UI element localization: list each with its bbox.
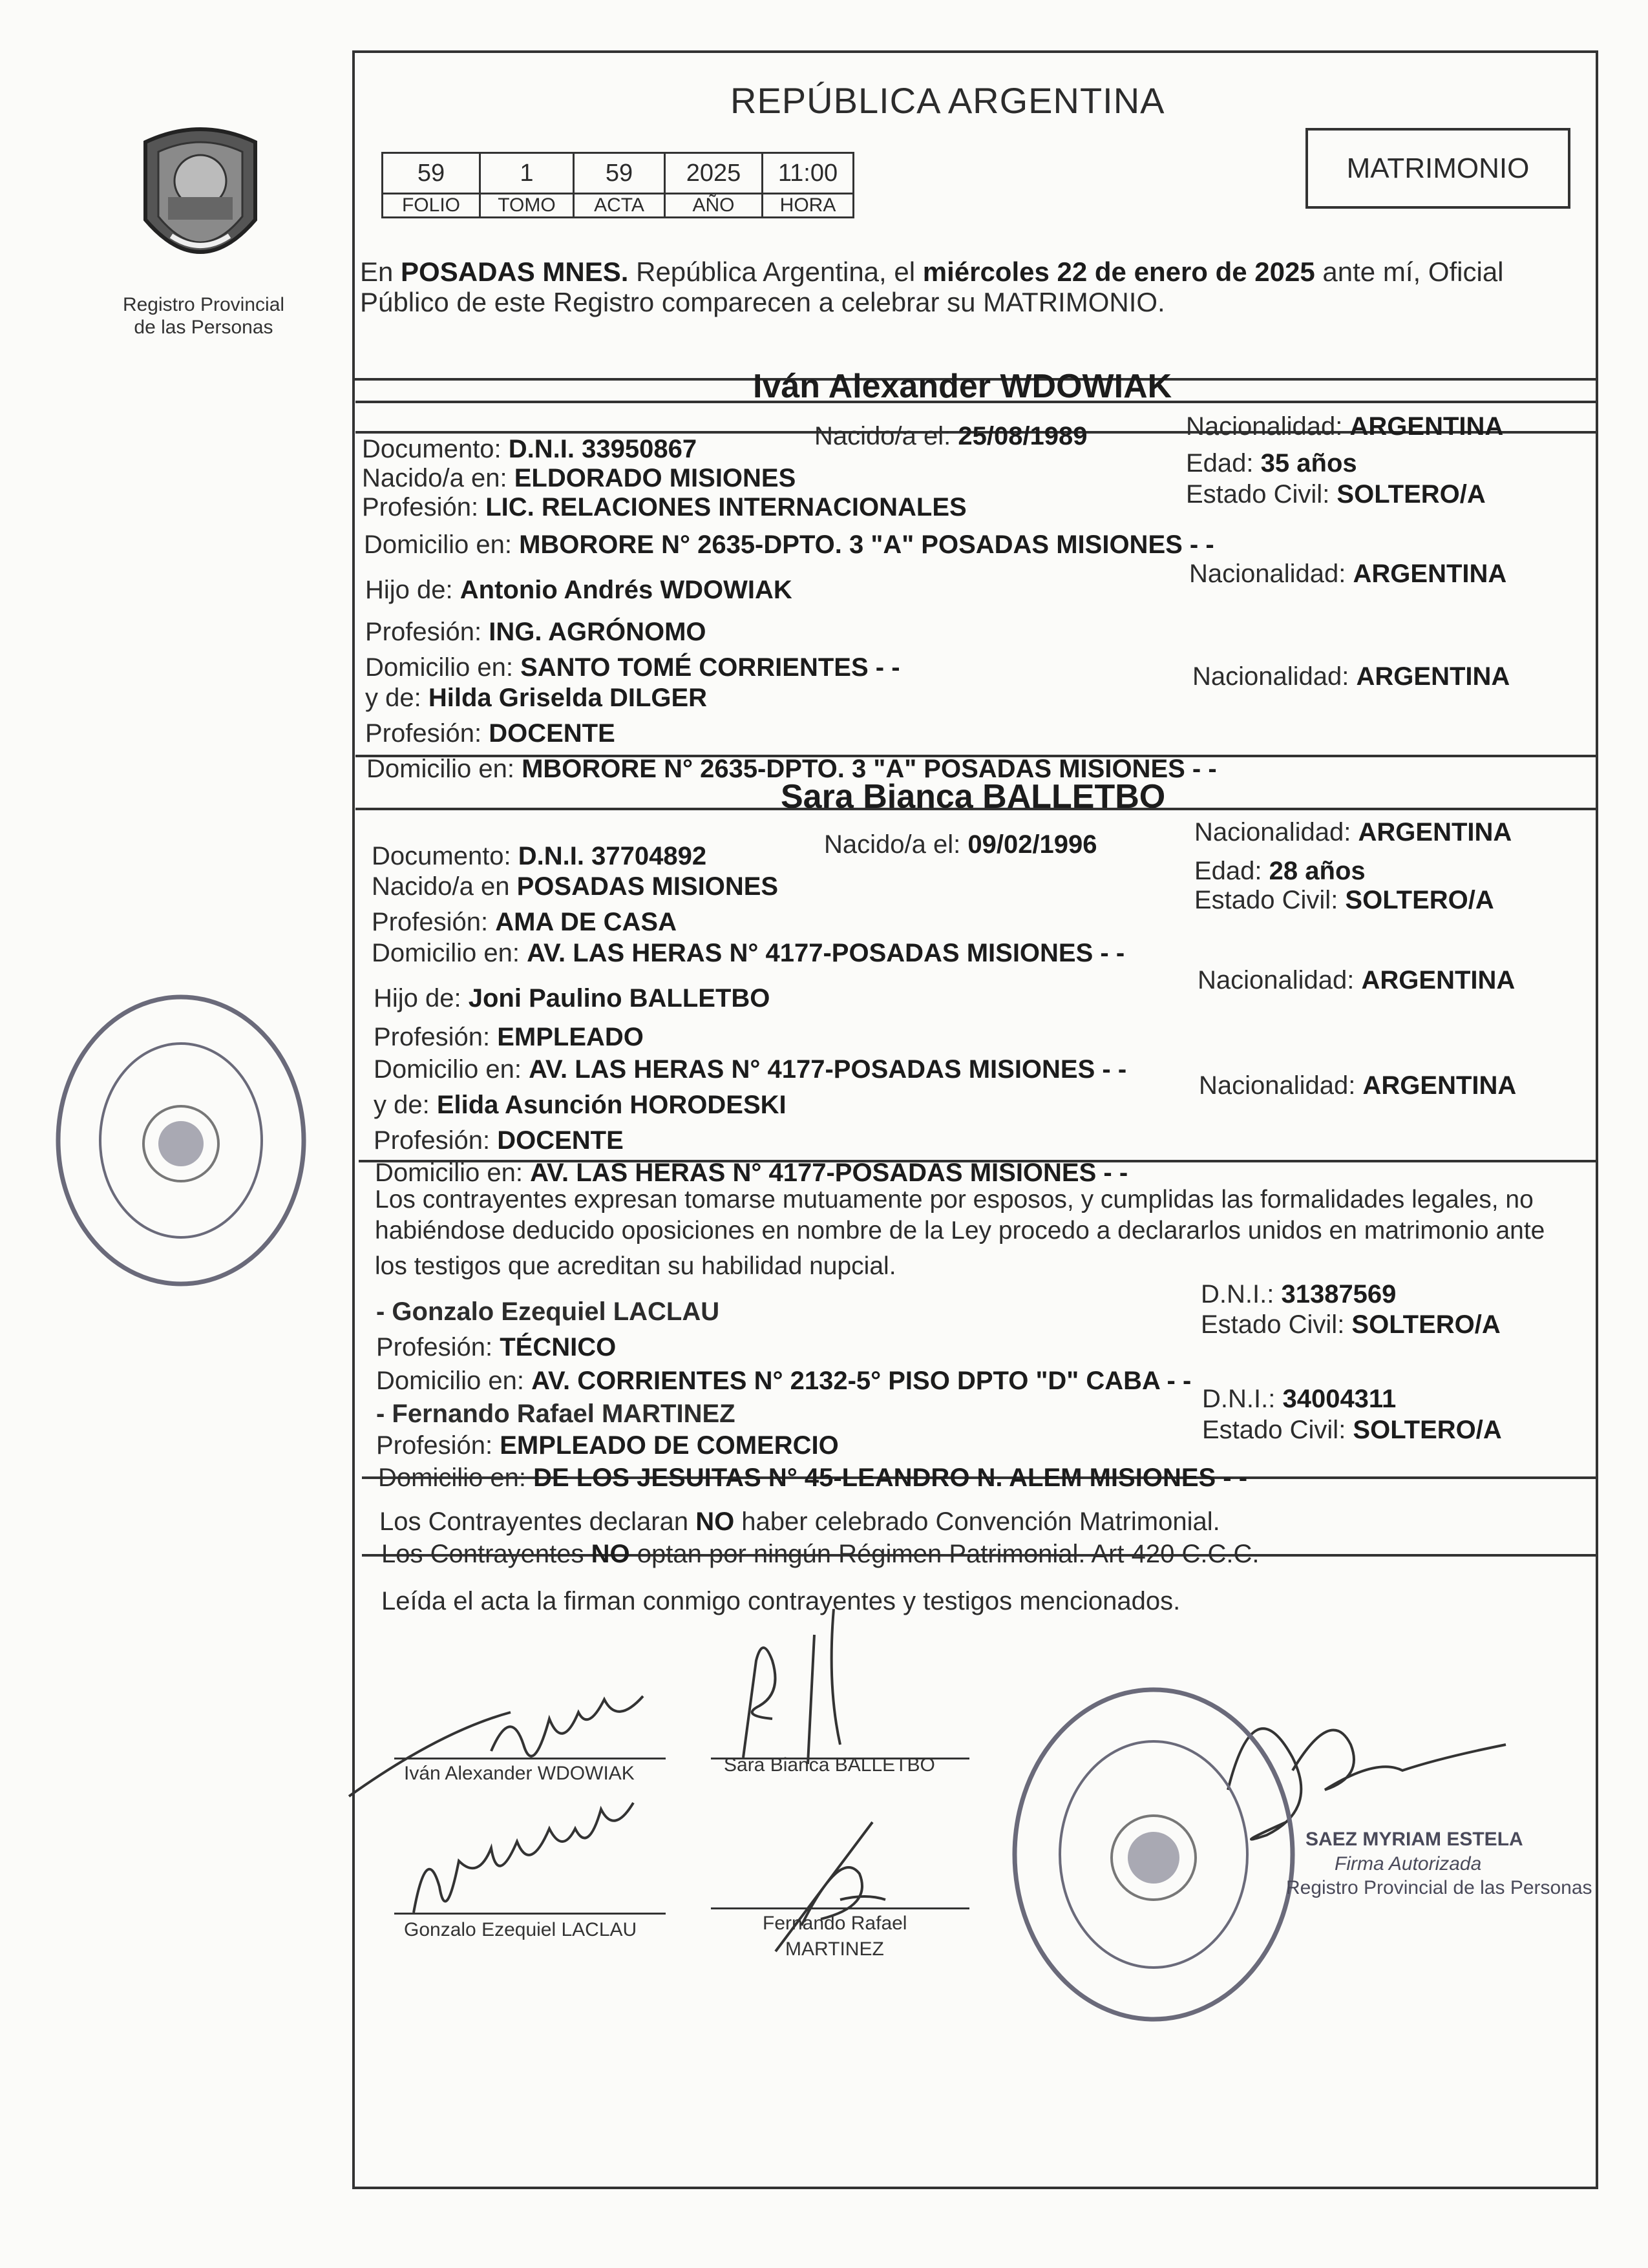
value: TÉCNICO	[500, 1333, 617, 1361]
declaration-line-3: los testigos que acreditan su habilidad nupcial.	[375, 1252, 896, 1280]
signature-witness1	[401, 1829, 646, 1926]
text: optan por ningún Régimen Patrimonial. Art 420 C.C.C.	[629, 1540, 1260, 1568]
signature-caption-witness1: Gonzalo Ezequiel LACLAU	[404, 1919, 637, 1940]
spouse2-mother-address	[375, 1160, 1128, 1186]
spouse2-document	[372, 843, 706, 869]
spouse2-father-profession	[374, 1024, 644, 1050]
witness1-dni	[1201, 1281, 1396, 1307]
label: Profesión:	[374, 1023, 498, 1051]
spouse2-address	[372, 940, 1125, 966]
witness2-address	[378, 1465, 1247, 1491]
acta-label: ACTA	[574, 194, 665, 218]
regime-statement	[381, 1541, 1260, 1567]
value: MBORORE N° 2635-DPTO. 3 "A" POSADAS MISIONES - -	[519, 530, 1214, 559]
spouse1-name: Iván Alexander WDOWIAK	[753, 368, 1172, 405]
label: Nacido/a en:	[362, 464, 514, 492]
value: ARGENTINA	[1361, 966, 1516, 994]
registry-caption-line1: Registro Provincial	[122, 294, 285, 315]
label: Estado Civil:	[1194, 886, 1346, 914]
label: Nacionalidad:	[1194, 818, 1358, 846]
spouse2-age	[1194, 858, 1366, 884]
value: 34004311	[1282, 1385, 1397, 1413]
label: Nacido/a el:	[814, 422, 958, 450]
witness2-dni	[1202, 1386, 1396, 1412]
value: DOCENTE	[497, 1126, 624, 1155]
spouse1-birthdate	[814, 423, 1088, 449]
value: LIC. RELACIONES INTERNACIONALES	[485, 493, 967, 521]
label: Hijo de:	[374, 984, 469, 1013]
label: Profesión:	[376, 1333, 500, 1361]
value: 28 años	[1269, 857, 1366, 885]
value: MBORORE N° 2635-DPTO. 3 "A" POSADAS MISIONES - -	[522, 755, 1217, 783]
intro-text: República Argentina, el	[628, 257, 923, 287]
label: Domicilio en:	[378, 1464, 534, 1492]
spouse2-birthdate	[824, 832, 1097, 857]
spouse1-nationality	[1186, 414, 1503, 439]
witness1-profession	[376, 1334, 616, 1360]
witness1-name: - Gonzalo Ezequiel LACLAU	[376, 1297, 720, 1326]
label: Estado Civil:	[1201, 1310, 1352, 1339]
signature-caption-spouse2: Sara Bianca BALLETBO	[724, 1754, 935, 1776]
label: Nacionalidad:	[1199, 1071, 1363, 1100]
label: Edad:	[1186, 449, 1261, 478]
spouse2-mother-nationality	[1199, 1073, 1516, 1098]
value: 35 años	[1260, 449, 1357, 478]
year-value: 2025	[665, 153, 763, 194]
label: Domicilio en:	[375, 1159, 531, 1187]
signature-caption-witness2-line2: MARTINEZ	[785, 1938, 884, 1960]
label: Profesión:	[362, 493, 486, 521]
label: Domicilio en:	[374, 1055, 529, 1084]
label: Domicilio en:	[372, 939, 527, 967]
value: Joni Paulino BALLETBO	[468, 984, 770, 1013]
label: Nacionalidad:	[1189, 560, 1353, 588]
year-label: AÑO	[665, 194, 763, 218]
registry-seal-logo	[132, 123, 268, 291]
declaration-line-1: Los contrayentes expresan tomarse mutuamente por esposos, y cumplidas las formalidades legales, no	[375, 1186, 1534, 1213]
witness1-address	[376, 1368, 1191, 1394]
ceremony-date: miércoles 22 de enero de 2025	[922, 257, 1315, 287]
value: SOLTERO/A	[1336, 480, 1486, 509]
value: ARGENTINA	[1362, 1071, 1517, 1100]
signature-caption-spouse1: Iván Alexander WDOWIAK	[404, 1763, 635, 1784]
value: ING. AGRÓNOMO	[489, 618, 706, 646]
label: Profesión:	[365, 618, 489, 646]
value: EMPLEADO	[497, 1023, 644, 1051]
spouse1-father-profession	[365, 619, 706, 645]
label: Domicilio en:	[376, 1367, 532, 1395]
label: Hijo de:	[365, 576, 460, 604]
intro-text: En	[360, 257, 401, 287]
value: ARGENTINA	[1349, 412, 1504, 441]
value: ARGENTINA	[1358, 818, 1512, 846]
text: Los Contrayentes	[381, 1540, 591, 1568]
spouse1-mother-profession	[365, 720, 615, 746]
value: 09/02/1996	[967, 830, 1097, 859]
spouse1-profession	[362, 494, 967, 520]
label: Profesión:	[374, 1126, 498, 1155]
closing-statement: Leída el acta la firman conmigo contrayentes y testigos mencionados.	[381, 1587, 1181, 1615]
spouse1-address	[364, 532, 1214, 558]
value: AV. LAS HERAS N° 4177-POSADAS MISIONES - -	[529, 1055, 1127, 1084]
label: Domicilio en:	[364, 530, 520, 559]
value: AMA DE CASA	[495, 908, 677, 936]
emphasis: NO	[695, 1507, 735, 1536]
value: 31387569	[1281, 1280, 1397, 1308]
spouse2-profession	[372, 909, 677, 935]
spouse2-nationality	[1194, 819, 1512, 845]
declaration-line-2: habiéndose deducido oposiciones en nombre de la Ley procedo a declararlos unidos en matrimonio ante	[375, 1217, 1545, 1244]
label: Estado Civil:	[1202, 1416, 1353, 1444]
hour-label: HORA	[763, 194, 854, 218]
witness2-civil-status	[1202, 1417, 1502, 1443]
registry-caption-line2: de las Personas	[134, 316, 273, 338]
right-official-stamp	[1005, 1680, 1302, 2029]
officer-name: SAEZ MYRIAM ESTELA	[1305, 1829, 1523, 1850]
tomo-value: 1	[480, 153, 574, 194]
intro-line-1	[360, 258, 1504, 286]
value: SANTO TOMÉ CORRIENTES - -	[520, 653, 900, 682]
value: AV. CORRIENTES N° 2132-5° PISO DPTO "D" CABA - -	[531, 1367, 1192, 1395]
tomo-label: TOMO	[480, 194, 574, 218]
label: Domicilio en:	[365, 653, 521, 682]
folio-label: FOLIO	[383, 194, 480, 218]
label: y de:	[374, 1091, 437, 1119]
spouse1-father-nationality	[1189, 561, 1506, 587]
spouse1-father	[365, 577, 792, 603]
signature-witness2	[763, 1809, 918, 1958]
spouse2-mother	[374, 1092, 787, 1118]
spouse1-age	[1186, 450, 1357, 476]
value: Antonio Andrés WDOWIAK	[460, 576, 792, 604]
label: Profesión:	[376, 1431, 500, 1460]
label: Documento:	[372, 842, 518, 870]
label: D.N.I.:	[1202, 1385, 1283, 1413]
hour-value: 11:00	[763, 153, 854, 194]
text: Los Contrayentes declaran	[379, 1507, 696, 1536]
officer-role: Firma Autorizada	[1335, 1853, 1482, 1874]
value: Elida Asunción HORODESKI	[436, 1091, 787, 1119]
spouse2-civil-status	[1194, 887, 1494, 913]
value: ARGENTINA	[1356, 662, 1510, 691]
convention-statement	[379, 1509, 1220, 1535]
record-number-table	[381, 152, 854, 218]
value: POSADAS MISIONES	[516, 872, 779, 901]
value: SOLTERO/A	[1353, 1416, 1502, 1444]
spouse2-father-nationality	[1198, 967, 1515, 993]
label: y de:	[365, 684, 428, 712]
folio-value: 59	[383, 153, 480, 194]
value: DOCENTE	[489, 719, 615, 748]
value: Hilda Griselda DILGER	[428, 684, 708, 712]
act-type-box: MATRIMONIO	[1305, 128, 1570, 209]
value: D.N.I. 37704892	[518, 842, 707, 870]
label: Nacido/a en	[372, 872, 517, 901]
spouse1-father-address	[365, 655, 900, 680]
value: DE LOS JESUITAS N° 45-LEANDRO N. ALEM MISIONES - -	[533, 1464, 1248, 1492]
value: AV. LAS HERAS N° 4177-POSADAS MISIONES - -	[530, 1159, 1128, 1187]
emphasis: NO	[591, 1540, 630, 1568]
value: D.N.I. 33950867	[508, 435, 697, 463]
label: Nacionalidad:	[1198, 966, 1362, 994]
value: ARGENTINA	[1353, 560, 1507, 588]
spouse1-birthplace	[362, 465, 796, 491]
registry-caption	[97, 294, 310, 339]
label: Nacionalidad:	[1186, 412, 1350, 441]
witness1-civil-status	[1201, 1312, 1501, 1338]
value: AV. LAS HERAS N° 4177-POSADAS MISIONES - -	[527, 939, 1125, 967]
spouse1-civil-status	[1186, 481, 1486, 507]
label: D.N.I.:	[1201, 1280, 1282, 1308]
city: POSADAS MNES.	[401, 257, 629, 287]
label: Nacionalidad:	[1192, 662, 1357, 691]
label: Profesión:	[365, 719, 489, 748]
label: Estado Civil:	[1186, 480, 1337, 509]
signature-spouse1	[343, 1654, 679, 1809]
signature-caption-witness2-line1: Fernando Rafael	[763, 1913, 907, 1934]
spouse2-mother-profession	[374, 1128, 624, 1153]
country-title: REPÚBLICA ARGENTINA	[730, 80, 1165, 121]
witness2-profession	[376, 1433, 839, 1458]
signature-spouse2	[717, 1596, 885, 1770]
label: Nacido/a el:	[824, 830, 968, 859]
intro-line-2: Público de este Registro comparecen a celebrar su MATRIMONIO.	[360, 287, 1165, 317]
value: ELDORADO MISIONES	[514, 464, 796, 492]
text: haber celebrado Convención Matrimonial.	[734, 1507, 1220, 1536]
spouse1-mother	[365, 685, 707, 711]
spouse2-father-address	[374, 1056, 1126, 1082]
value: 25/08/1989	[958, 422, 1088, 450]
acta-value: 59	[574, 153, 665, 194]
value: SOLTERO/A	[1345, 886, 1494, 914]
value: EMPLEADO DE COMERCIO	[500, 1431, 839, 1460]
witness2-name: - Fernando Rafael MARTINEZ	[376, 1400, 735, 1428]
officer-registry: Registro Provincial de las Personas	[1286, 1877, 1592, 1898]
spouse2-name: Sara Bianca BALLETBO	[781, 778, 1166, 815]
value: SOLTERO/A	[1351, 1310, 1501, 1339]
label: Edad:	[1194, 857, 1269, 885]
spouse1-document	[362, 436, 697, 462]
label: Domicilio en:	[366, 755, 522, 783]
spouse1-mother-nationality	[1192, 664, 1510, 689]
intro-text: ante mí, Oficial	[1315, 257, 1504, 287]
spouse2-birthplace	[372, 874, 778, 899]
label: Profesión:	[372, 908, 496, 936]
left-official-stamp	[48, 989, 313, 1292]
spouse2-father	[374, 985, 770, 1011]
label: Documento:	[362, 435, 509, 463]
